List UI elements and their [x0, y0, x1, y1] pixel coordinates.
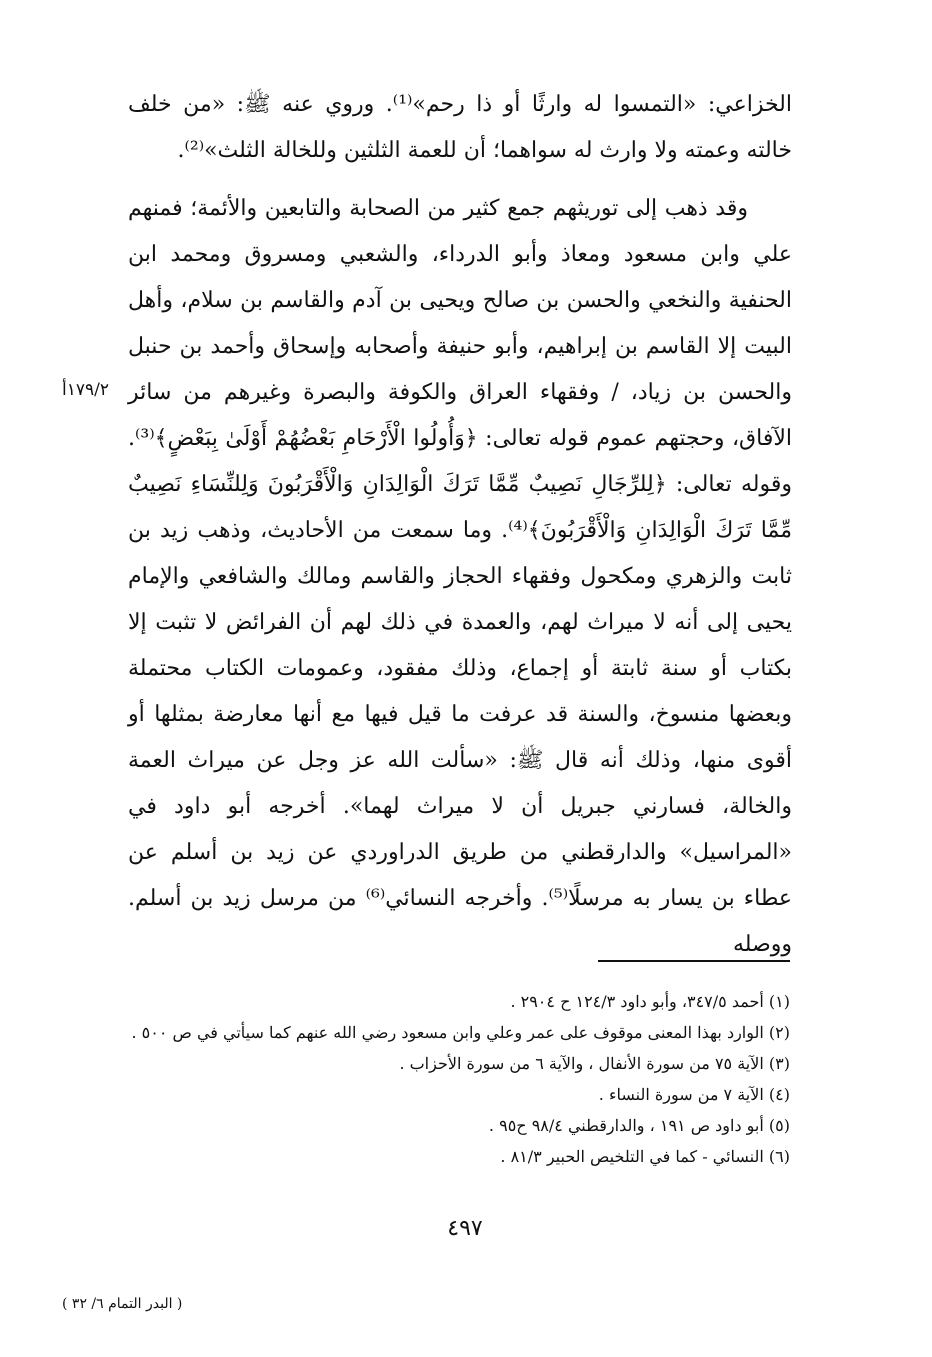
footnote-separator — [598, 960, 790, 962]
paragraph-1: الخزاعي: «التمسوا له وارثًا أو ذا رحم»⁽¹⁾. وروي عنه ﷺ: «من خلف خالته وعمته ولا وارث له سواهما؛ أن للعمة الثلثين وللخالة الثلث»⁽²⁾. — [128, 92, 792, 163]
footnotes — [128, 986, 790, 1172]
footnote-5: (٥) أبو داود ص ١٩١ ، والدارقطني ٩٨/٤ ح٩٥ . — [488, 1116, 790, 1135]
book-signature: ( البدر التمام ٦/ ٣٢ ) — [62, 1296, 183, 1312]
footnote-3: (٣) الآية ٧٥ من سورة الأنفال ، والآية ٦ من سورة الأحزاب . — [399, 1054, 790, 1073]
page-number: ٤٩٧ — [447, 1216, 483, 1241]
footnote-2: (٢) الوارد بهذا المعنى موقوف على عمر وعلي وابن مسعود رضي الله عنهم كما سيأتي في ص ٥٠٠ . — [131, 1023, 790, 1042]
main-text — [128, 82, 792, 968]
footnote-6: (٦) النسائي - كما في التلخيص الحبير ٨١/٣ . — [500, 1147, 790, 1166]
manuscript-folio-note: ١٧٩/٢أ — [62, 380, 109, 400]
footnote-4: (٤) الآية ٧ من سورة النساء . — [598, 1085, 790, 1104]
footnote-1: (١) أحمد ٣٤٧/٥، وأبو داود ١٢٤/٣ ح ٢٩٠٤ . — [510, 992, 790, 1011]
paragraph-2: وقد ذهب إلى توريثهم جمع كثير من الصحابة والتابعين والأئمة؛ فمنهم علي وابن مسعود ومعاذ وأبو الدرداء، والشعبي ومسروق ومحمد ابن الحنفية والنخعي والحسن بن صالح ويحيى بن آدم والقاسم بن سلام، وأهل البيت إلا القاسم بن إبراهيم، وأبو حنيفة وأصحابه وإسحاق وأحمد بن حنبل والحسن بن زياد، / وفقهاء العراق والكوفة والبصرة وغيرهم من سائر الآفاق، وحجتهم عموم قوله تعالى: ﴿وَأُولُوا الْأَرْحَامِ بَعْضُهُمْ أَوْلَىٰ بِبَعْضٍ﴾⁽³⁾. وقوله تعالى: ﴿لِلرِّجَالِ نَصِيبٌ مِّمَّا تَرَكَ الْوَالِدَانِ وَالْأَقْرَبُونَ وَلِلنِّسَاءِ نَصِيبٌ مِّمَّا تَرَكَ الْوَالِدَانِ وَالْأَقْرَبُونَ﴾⁽⁴⁾. وما سمعت من الأحاديث، وذهب زيد بن ثابت والزهري ومكحول وفقهاء الحجاز والقاسم ومالك والشافعي والإمام يحيى إلى أنه لا ميراث لهم، والعمدة في ذلك لهم أن الفرائض لا تثبت إلا بكتاب أو سنة ثابتة أو إجماع، وذلك مفقود، وعمومات الكتاب محتملة وبعضها منسوخ، والسنة قد عرفت ما قيل فيها مع أنها معارضة بمثلها أو أقوى منها، وذلك أنه قال ﷺ: «سألت الله عز وجل عن ميراث العمة والخالة، فسارني جبريل أن لا ميراث لهما». أخرجه أبو داود في «المراسيل» والدارقطني من طريق الدراوردي عن زيد بن أسلم عن عطاء بن يسار به مرسلًا⁽⁵⁾. وأخرجه النسائي⁽⁶⁾ من مرسل زيد بن أسلم. ووصله — [128, 196, 793, 957]
